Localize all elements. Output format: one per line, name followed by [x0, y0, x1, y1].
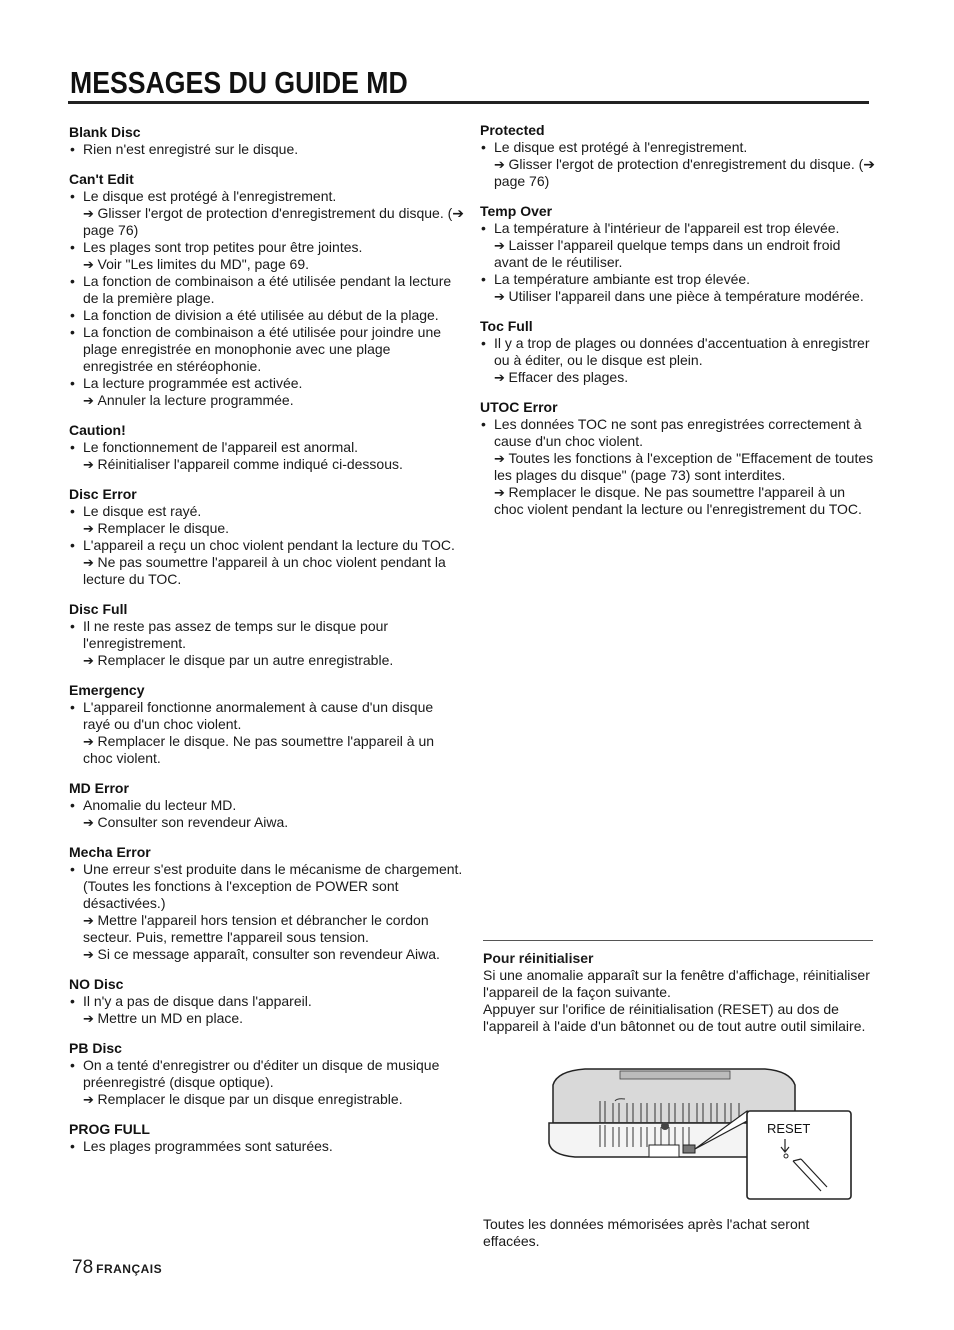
message-entry-md-error — [69, 780, 464, 831]
message-entry-can-t-edit — [69, 171, 464, 409]
message-entry-disc-error — [69, 486, 464, 588]
cause-item: • Le disque est rayé. — [69, 503, 464, 520]
message-lines — [69, 1057, 464, 1108]
message-lines — [69, 188, 464, 409]
remedy-item: ➔ Remplacer le disque. — [69, 520, 464, 537]
message-heading: Caution! — [69, 422, 126, 438]
message-lines — [480, 416, 875, 518]
message-heading: NO Disc — [69, 976, 124, 992]
remedy-item: ➔ Mettre l'appareil hors tension et débrancher le cordon secteur. Puis, remettre l'appareil sous tension. — [69, 912, 464, 946]
cause-item: • La température ambiante est trop élevée. — [480, 271, 875, 288]
message-lines — [69, 993, 464, 1027]
remedy-item: ➔ Annuler la lecture programmée. — [69, 392, 464, 409]
message-entry-protected — [480, 122, 875, 190]
remedy-item: ➔ Voir "Les limites du MD", page 69. — [69, 256, 464, 273]
message-lines — [69, 503, 464, 588]
cause-item: • Le fonctionnement de l'appareil est anormal. — [69, 439, 464, 456]
remedy-item: ➔ Réinitialiser l'appareil comme indiqué ci-dessous. — [69, 456, 464, 473]
message-heading: Disc Full — [69, 601, 128, 617]
message-heading: PB Disc — [69, 1040, 122, 1056]
message-entry-disc-full — [69, 601, 464, 669]
message-lines — [69, 699, 464, 767]
remedy-item: ➔ Remplacer le disque par un disque enregistrable. — [69, 1091, 464, 1108]
message-entry-caution — [69, 422, 464, 473]
message-heading: Mecha Error — [69, 844, 151, 860]
cause-item: • Le disque est protégé à l'enregistrement. — [69, 188, 464, 205]
reset-paragraph-2: Appuyer sur l'orifice de réinitialisation (RESET) au dos de l'appareil à l'aide d'un bâtonnet ou de tout autre outil similaire. — [483, 1001, 866, 1034]
message-entry-emergency — [69, 682, 464, 767]
remedy-item: ➔ Glisser l'ergot de protection d'enregistrement du disque. (➔ page 76) — [69, 205, 464, 239]
message-lines — [480, 220, 875, 305]
message-entry-blank-disc — [69, 124, 464, 158]
message-entry-toc-full — [480, 318, 875, 386]
message-lines — [69, 439, 464, 473]
message-heading: Toc Full — [480, 318, 533, 334]
cause-item: • L'appareil a reçu un choc violent pendant la lecture du TOC. — [69, 537, 464, 554]
cause-item: • Il n'y a pas de disque dans l'appareil. — [69, 993, 464, 1010]
cause-item: • La fonction de combinaison a été utilisée pendant la lecture de la première plage. — [69, 273, 464, 307]
cause-item: • Il y a trop de plages ou données d'accentuation à enregistrer ou à éditer, ou le disque est plein. — [480, 335, 875, 369]
message-entry-prog-full — [69, 1121, 464, 1155]
message-entry-mecha-error — [69, 844, 464, 963]
message-heading: Temp Over — [480, 203, 553, 219]
cause-item: • La lecture programmée est activée. — [69, 375, 464, 392]
remedy-item: ➔ Remplacer le disque. Ne pas soumettre l'appareil à un choc violent pendant la lecture ou l'enregistrement du TOC. — [480, 484, 875, 518]
cause-item: • Rien n'est enregistré sur le disque. — [69, 141, 464, 158]
message-lines — [480, 139, 875, 190]
remedy-item: ➔ Utiliser l'appareil dans une pièce à température modérée. — [480, 288, 875, 305]
cause-item: • Il ne reste pas assez de temps sur le disque pour l'enregistrement. — [69, 618, 464, 652]
remedy-item: ➔ Effacer des plages. — [480, 369, 875, 386]
remedy-item: ➔ Laisser l'appareil quelque temps dans un endroit froid avant de le réutiliser. — [480, 237, 875, 271]
reset-section — [483, 940, 875, 1035]
remedy-item: ➔ Consulter son revendeur Aiwa. — [69, 814, 464, 831]
message-entry-utoc-error — [480, 399, 875, 518]
message-lines — [69, 141, 464, 158]
page-title: MESSAGES DU GUIDE MD — [70, 65, 408, 100]
message-lines — [69, 797, 464, 831]
title-rule — [68, 101, 869, 104]
remedy-item: ➔ Si ce message apparaît, consulter son revendeur Aiwa. — [69, 946, 464, 963]
cause-item: • Le disque est protégé à l'enregistrement. — [480, 139, 875, 156]
cause-item: • Les plages sont trop petites pour être jointes. — [69, 239, 464, 256]
reset-label: RESET — [767, 1121, 811, 1136]
cause-item: • Les données TOC ne sont pas enregistrées correctement à cause d'un choc violent. — [480, 416, 875, 450]
cause-item: • La fonction de combinaison a été utilisée pour joindre une plage enregistrée en monophonie avec une plage enregistrée en stéréophonie. — [69, 324, 464, 375]
page-language: FRANÇAIS — [96, 1262, 163, 1276]
page-number-value: 78 — [72, 1257, 94, 1278]
cause-item: • La température à l'intérieur de l'appareil est trop élevée. — [480, 220, 875, 237]
cause-item: • Les plages programmées sont saturées. — [69, 1138, 464, 1155]
message-heading: Protected — [480, 122, 545, 138]
reset-heading: Pour réinitialiser — [483, 950, 594, 966]
message-entry-temp-over — [480, 203, 875, 305]
message-lines — [69, 1138, 464, 1155]
right-column — [480, 122, 875, 531]
page-number — [72, 1257, 162, 1280]
reset-illustration — [545, 1063, 853, 1203]
message-heading: MD Error — [69, 780, 129, 796]
remedy-item: ➔ Glisser l'ergot de protection d'enregistrement du disque. (➔ page 76) — [480, 156, 875, 190]
message-heading: UTOC Error — [480, 399, 558, 415]
reset-paragraph-1: Si une anomalie apparaît sur la fenêtre d'affichage, réinitialiser l'appareil de la façon suivante. — [483, 967, 870, 1000]
cause-item: • La fonction de division a été utilisée au début de la plage. — [69, 307, 464, 324]
cause-item: • On a tenté d'enregistrer ou d'éditer un disque de musique préenregistré (disque optique). — [69, 1057, 464, 1091]
message-heading: Emergency — [69, 682, 145, 698]
cause-item: • Anomalie du lecteur MD. — [69, 797, 464, 814]
remedy-item: ➔ Toutes les fonctions à l'exception de "Effacement de toutes les plages du disque" (page 73) sont interdites. — [480, 450, 875, 484]
message-lines — [480, 335, 875, 386]
remedy-item: ➔ Mettre un MD en place. — [69, 1010, 464, 1027]
message-heading: Disc Error — [69, 486, 137, 502]
message-heading: Can't Edit — [69, 171, 134, 187]
message-heading: Blank Disc — [69, 124, 141, 140]
message-lines — [69, 618, 464, 669]
reset-caption: Toutes les données mémorisées après l'achat seront effacées. — [483, 1216, 810, 1249]
remedy-item: ➔ Remplacer le disque par un autre enregistrable. — [69, 652, 464, 669]
left-column — [69, 124, 464, 1168]
remedy-item: ➔ Remplacer le disque. Ne pas soumettre l'appareil à un choc violent. — [69, 733, 464, 767]
message-lines — [69, 861, 464, 963]
message-entry-no-disc — [69, 976, 464, 1027]
message-heading: PROG FULL — [69, 1121, 150, 1137]
message-entry-pb-disc — [69, 1040, 464, 1108]
remedy-item: ➔ Ne pas soumettre l'appareil à un choc violent pendant la lecture du TOC. — [69, 554, 464, 588]
cause-item: • L'appareil fonctionne anormalement à cause d'un disque rayé ou d'un choc violent. — [69, 699, 464, 733]
cause-item: • Une erreur s'est produite dans le mécanisme de chargement. (Toutes les fonctions à l'exception de POWER sont désactivées.) — [69, 861, 464, 912]
